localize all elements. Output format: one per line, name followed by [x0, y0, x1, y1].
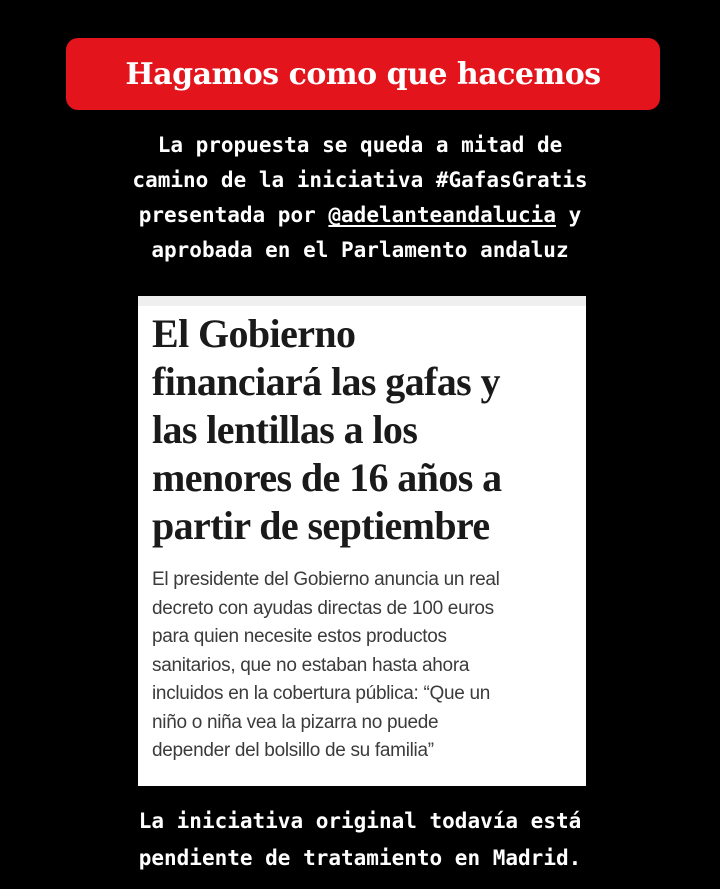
intro-line: La propuesta se queda a mitad de — [157, 133, 563, 157]
banner-title: Hagamos como que hacemos — [125, 56, 601, 92]
title-banner — [66, 38, 660, 110]
clipping-top-edge — [138, 296, 586, 306]
subhead-line: sanitarios, que no estaban hasta ahora — [152, 654, 470, 676]
intro-line-prefix: presentada por — [138, 203, 329, 227]
mention-link[interactable]: @adelanteandalucia — [328, 203, 556, 227]
footer-line: pendiente de tratamiento en Madrid. — [138, 846, 582, 870]
headline-line: partir de septiembre — [152, 503, 490, 548]
headline-line: financiará las gafas y — [152, 359, 500, 404]
headline-line: El Gobierno — [152, 311, 356, 356]
subhead-line: El presidente del Gobierno anuncia un real — [152, 569, 500, 590]
subhead-line: incluidos en la cobertura pública: “Que un — [152, 683, 491, 704]
footer-line: La iniciativa original todavía está — [138, 809, 582, 833]
intro-text — [30, 128, 690, 268]
subhead-line: decreto con ayudas directas de 100 euros — [152, 597, 494, 619]
subhead-line: depender del bolsillo de su familia” — [152, 740, 434, 761]
footer-text — [20, 803, 700, 877]
intro-line: camino de la iniciativa #GafasGratis — [132, 168, 588, 192]
subhead-line: para quien necesite estos productos — [152, 626, 447, 647]
headline-line: las lentillas a los — [152, 407, 418, 452]
news-subheadline — [152, 566, 582, 766]
intro-line-suffix: y — [555, 203, 582, 227]
news-headline — [152, 310, 582, 550]
subhead-line: niño o niña vea la pizarra no puede — [152, 711, 439, 733]
intro-line: aprobada en el Parlamento andaluz — [151, 238, 569, 262]
news-clipping — [138, 296, 586, 786]
intro-line — [30, 198, 690, 233]
headline-line: menores de 16 años a — [152, 455, 502, 500]
